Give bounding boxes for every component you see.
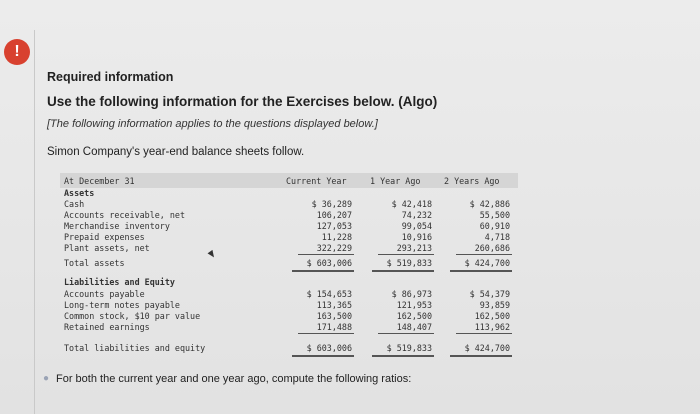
total-rule — [450, 355, 512, 357]
table-row-label: Common stock, $10 par value — [64, 311, 201, 321]
instruction-title: Use the following information for the Exercises below. (Algo) — [47, 94, 438, 109]
table-row-label: Long-term notes payable — [64, 300, 180, 310]
table-cell: $ 519,833 — [386, 343, 432, 353]
bullet-icon: ● — [43, 373, 50, 384]
table-cell: $ 54,379 — [469, 289, 510, 299]
subtotal-rule — [298, 254, 354, 255]
table-cell: $ 42,886 — [469, 199, 510, 209]
table-cell: 4,718 — [484, 232, 510, 242]
total-rule — [292, 355, 354, 357]
table-cell: 163,500 — [316, 311, 352, 321]
table-cell: 322,229 — [316, 243, 352, 253]
col-label-header: At December 31 — [64, 176, 135, 186]
intro-text: Simon Company's year-end balance sheets follow. — [47, 146, 305, 158]
subtotal-rule — [456, 333, 512, 334]
assets-heading: Assets — [64, 188, 95, 198]
table-cell: 162,500 — [396, 311, 432, 321]
alert-icon: ! — [4, 39, 30, 65]
col-header-current: Current Year — [286, 176, 347, 186]
col-header-2yr: 2 Years Ago — [444, 176, 500, 186]
table-cell: 127,053 — [316, 221, 352, 231]
table-row-label: Cash — [64, 199, 85, 209]
table-cell: 148,407 — [396, 322, 432, 332]
table-cell: $ 603,006 — [306, 343, 352, 353]
liabilities-heading: Liabilities and Equity — [64, 277, 175, 287]
balance-sheet-table — [60, 173, 518, 361]
table-row-label: Merchandise inventory — [64, 221, 170, 231]
table-row-label: Accounts payable — [64, 289, 145, 299]
table-row-label: Retained earnings — [64, 322, 150, 332]
table-cell: 74,232 — [401, 210, 432, 220]
table-row-label: Prepaid expenses — [64, 232, 145, 242]
total-assets-label: Total assets — [64, 258, 125, 268]
table-row-label: Plant assets, net — [64, 243, 150, 253]
col-header-1yr: 1 Year Ago — [370, 176, 421, 186]
table-cell: $ 519,833 — [386, 258, 432, 268]
subtotal-rule — [298, 333, 354, 334]
subtotal-rule — [378, 333, 434, 334]
table-cell: 55,500 — [479, 210, 510, 220]
table-cell: 11,228 — [321, 232, 352, 242]
total-rule — [372, 355, 434, 357]
subtotal-rule — [378, 254, 434, 255]
sidebar-divider — [34, 30, 35, 414]
ratios-prompt: For both the current year and one year ago, compute the following ratios: — [56, 373, 412, 385]
table-cell: 99,054 — [401, 221, 432, 231]
table-cell: 10,916 — [401, 232, 432, 242]
table-cell: $ 424,700 — [464, 343, 510, 353]
table-cell: $ 86,973 — [391, 289, 432, 299]
table-row-label: Accounts receivable, net — [64, 210, 186, 220]
section-heading: Required information — [47, 70, 174, 84]
table-cell: 171,488 — [316, 322, 352, 332]
table-cell: $ 154,653 — [306, 289, 352, 299]
subtotal-rule — [456, 254, 512, 255]
table-cell: 93,859 — [479, 300, 510, 310]
table-cell: 113,962 — [474, 322, 510, 332]
table-cell: 162,500 — [474, 311, 510, 321]
total-rule — [292, 270, 354, 272]
total-liabilities-label: Total liabilities and equity — [64, 343, 206, 353]
table-cell: $ 424,700 — [464, 258, 510, 268]
table-cell: $ 36,289 — [311, 199, 352, 209]
table-cell: 106,207 — [316, 210, 352, 220]
applies-note: [The following information applies to the questions displayed below.] — [47, 118, 378, 130]
table-cell: $ 603,006 — [306, 258, 352, 268]
table-cell: 260,686 — [474, 243, 510, 253]
table-cell: 113,365 — [316, 300, 352, 310]
table-cell: 121,953 — [396, 300, 432, 310]
table-cell: 293,213 — [396, 243, 432, 253]
table-cell: 60,910 — [479, 221, 510, 231]
total-rule — [372, 270, 434, 272]
table-cell: $ 42,418 — [391, 199, 432, 209]
total-rule — [450, 270, 512, 272]
